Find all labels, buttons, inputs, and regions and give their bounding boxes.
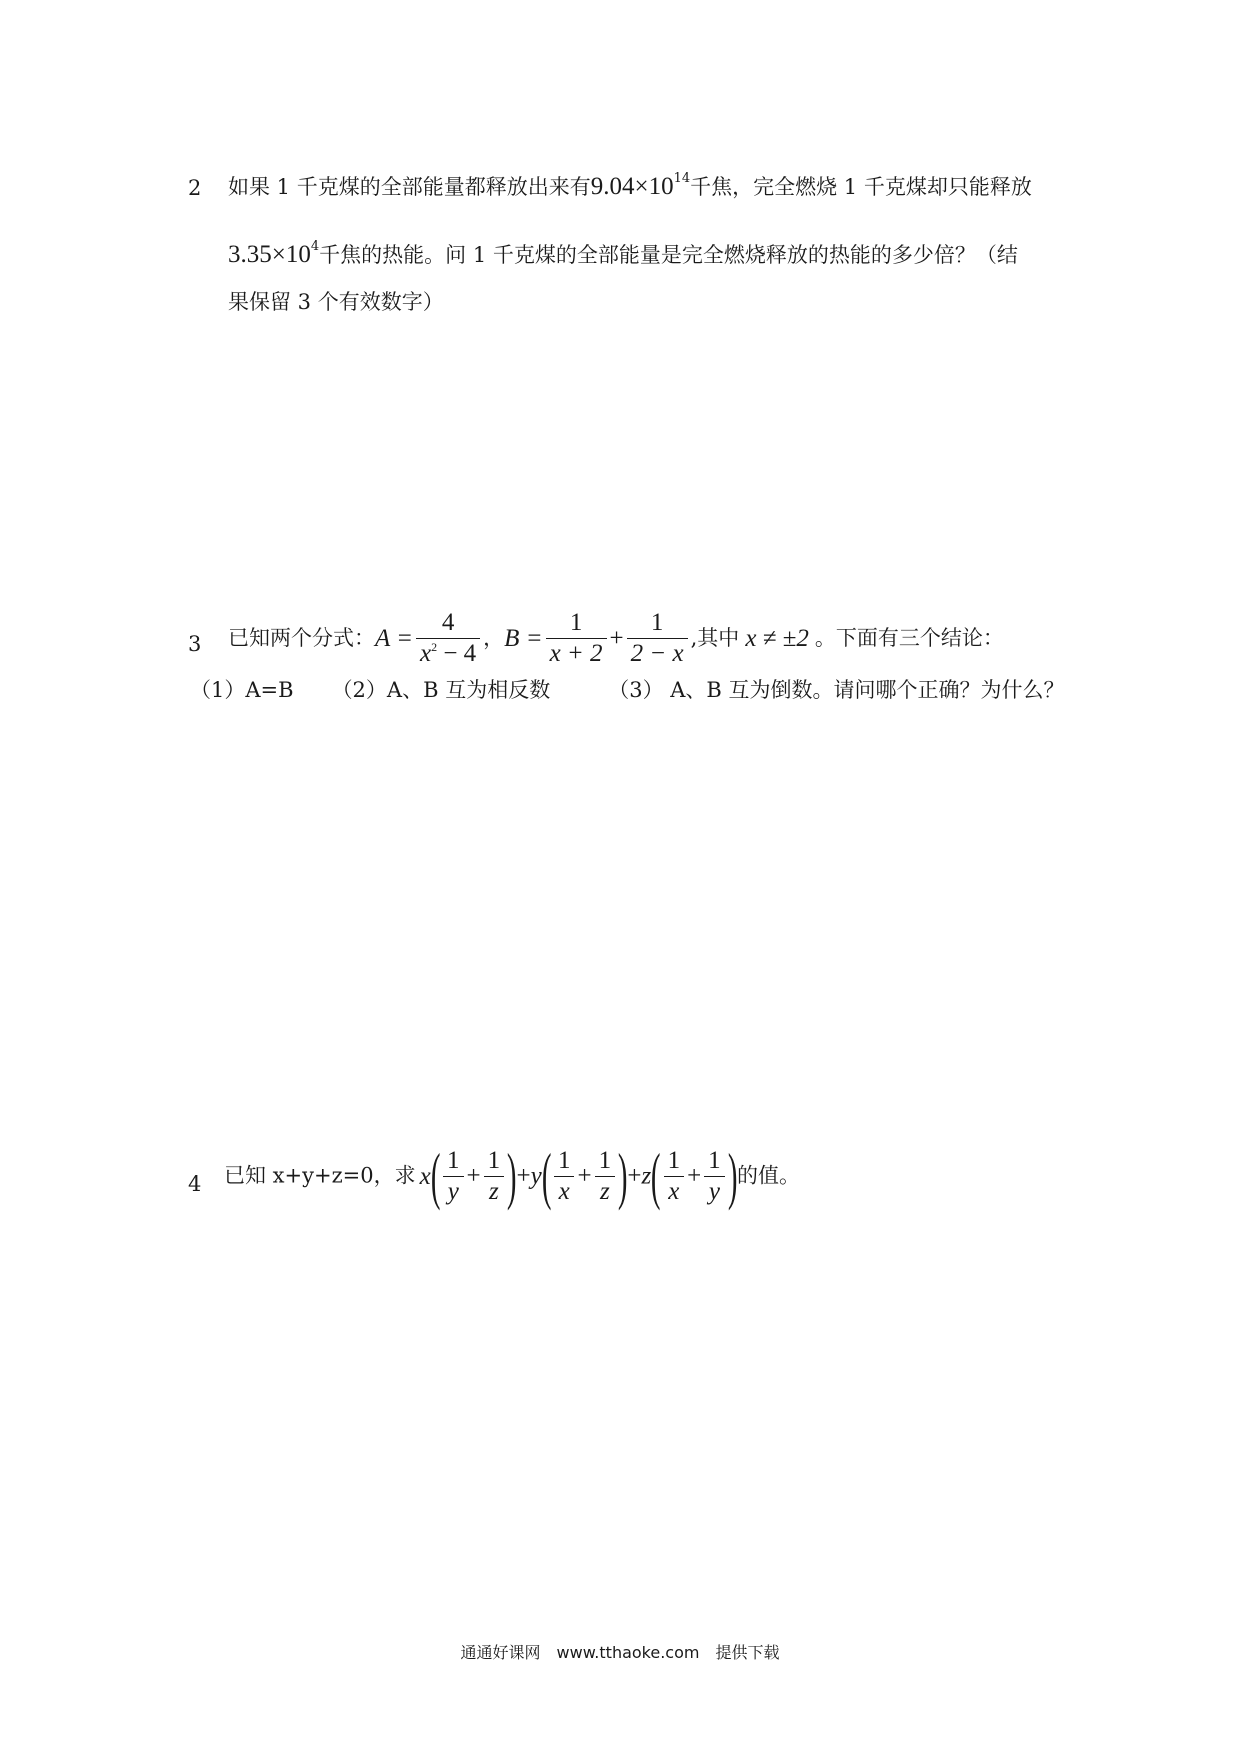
question-4-tail: 的值。	[736, 1163, 800, 1188]
fraction-b2-denominator: 2 − x	[630, 640, 684, 667]
join-plus-2: +	[627, 1162, 642, 1190]
term-3-f1-num: 1	[664, 1146, 685, 1177]
question-3-options	[190, 680, 1065, 701]
fraction-a-den-x: x	[419, 640, 432, 667]
term-3-fraction-2	[704, 1146, 725, 1207]
right-paren-3: )	[727, 1140, 738, 1211]
question-2-value-2: 3.35×10	[228, 241, 311, 268]
term-2-f2-den: z	[599, 1177, 610, 1205]
term-3-var: z	[641, 1162, 652, 1190]
term-2-plus: +	[577, 1162, 592, 1190]
term-2-f2-num: 1	[595, 1146, 616, 1177]
fraction-a	[416, 608, 480, 669]
question-3-condition: x ≠ ±2	[745, 625, 809, 652]
fraction-a-den-rest: − 4	[437, 640, 477, 667]
question-3-a-lhs: A =	[375, 625, 413, 652]
fraction-a-den-exp: 2	[431, 640, 438, 654]
term-1-f1-den: y	[447, 1177, 459, 1205]
term-2-fraction-2	[595, 1146, 616, 1207]
question-3-number: 3	[188, 632, 202, 656]
question-3-line-1	[228, 608, 1004, 669]
term-1-f2-num: 1	[484, 1146, 505, 1177]
fraction-a-numerator: 4	[416, 608, 480, 639]
term-2-fraction-1	[554, 1146, 575, 1207]
fraction-b2-numerator: 1	[627, 608, 688, 639]
left-paren-2: (	[541, 1140, 552, 1211]
term-3-f2-den: y	[708, 1177, 720, 1205]
question-2-text-c: 千焦的热能。问 1 千克煤的全部能量是完全燃烧释放的热能的多少倍？（结	[319, 243, 1018, 267]
question-2-line-3: 果保留 3 个有效数字）	[228, 290, 444, 314]
question-2-line-1	[228, 172, 1032, 199]
question-3-cond-post: 。下面有三个结论：	[814, 626, 1004, 650]
term-2-f1-num: 1	[554, 1146, 575, 1177]
page-footer: 通通好课网 www.tthaoke.com 提供下载	[460, 1643, 780, 1662]
question-2-number: 2	[188, 176, 202, 200]
term-1-var: x	[419, 1162, 431, 1190]
term-3-fraction-1	[664, 1146, 685, 1207]
term-1-f1-num: 1	[443, 1146, 464, 1177]
term-2-f1-den: x	[558, 1177, 570, 1205]
question-3-option-3: （3） A、B 互为倒数。请问哪个正确？为什么？	[608, 678, 1065, 702]
fraction-b2	[627, 608, 688, 669]
question-2-line-2	[228, 240, 1018, 267]
question-3-intro: 已知两个分式：	[228, 626, 375, 650]
question-3-plus: +	[609, 625, 624, 652]
term-1-fraction-1	[443, 1146, 464, 1207]
term-3-plus: +	[687, 1162, 702, 1190]
term-1-fraction-2	[484, 1146, 505, 1207]
question-2-value-1: 9.04×10	[590, 173, 674, 200]
question-4-intro: 已知 x+y+z=0，求	[224, 1163, 416, 1188]
term-1-f2-den: z	[489, 1177, 499, 1205]
question-4-number: 4	[188, 1172, 202, 1196]
right-paren-1: )	[507, 1140, 517, 1211]
question-3-comma: ，	[483, 626, 505, 650]
question-3-option-2: （2）A、B 互为相反数	[331, 678, 551, 702]
question-3-b-lhs: B =	[504, 625, 543, 652]
question-2-text-a: 如果 1 千克煤的全部能量都释放出来有	[228, 175, 591, 199]
question-4-line	[224, 1140, 800, 1211]
left-paren-1: (	[430, 1140, 441, 1211]
term-1-plus: +	[466, 1162, 481, 1190]
question-2-exponent-1: 14	[673, 171, 691, 186]
fraction-a-denominator	[416, 639, 480, 669]
question-3-option-1: （1）A=B	[190, 678, 294, 702]
left-paren-3: (	[651, 1140, 661, 1211]
right-paren-2: )	[617, 1140, 628, 1211]
term-3-f2-num: 1	[704, 1146, 725, 1177]
question-2-exponent-2: 4	[310, 239, 320, 254]
question-3-cond-pre: ,其中	[690, 626, 740, 650]
fraction-b1	[546, 608, 607, 669]
join-plus-1: +	[516, 1162, 531, 1190]
term-3-f1-den: x	[668, 1177, 680, 1205]
term-2-var: y	[530, 1162, 542, 1190]
fraction-b1-numerator: 1	[546, 608, 607, 639]
fraction-b1-denominator: x + 2	[549, 640, 603, 667]
question-2-text-b: 千焦，完全燃烧 1 千克煤却只能释放	[690, 175, 1032, 199]
